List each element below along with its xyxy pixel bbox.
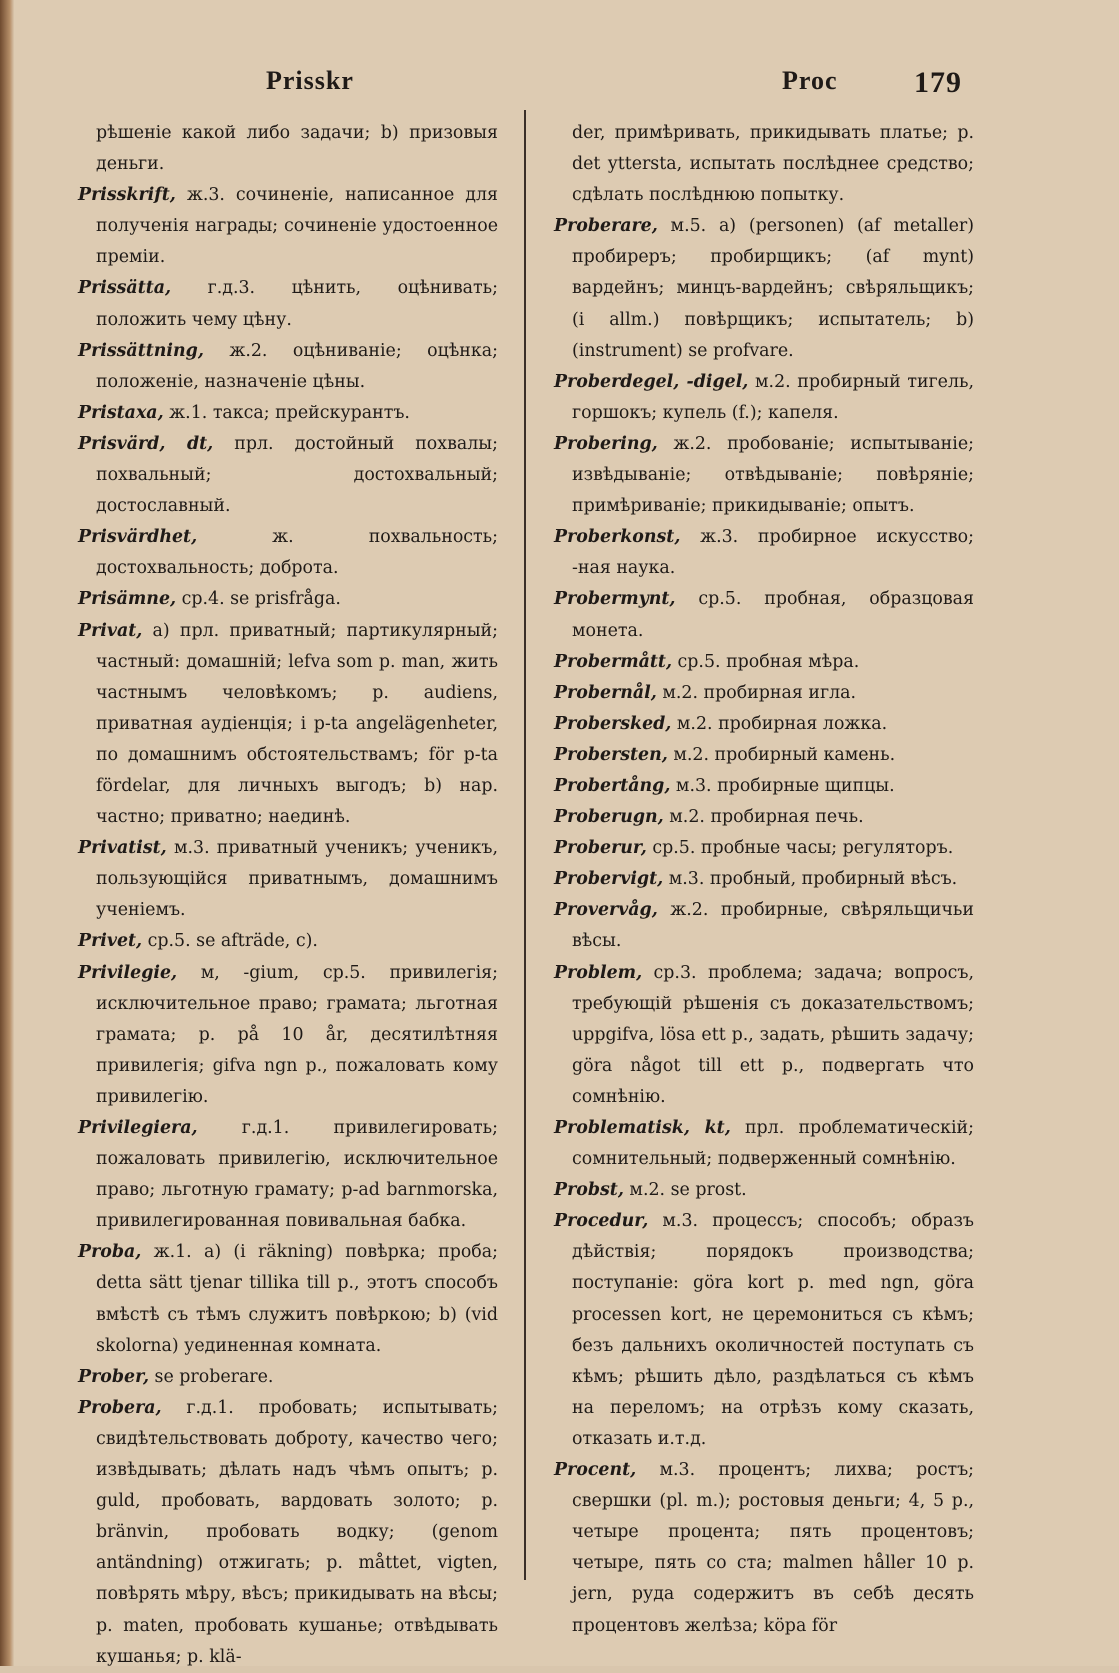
dictionary-entry bbox=[78, 958, 498, 1113]
headword: Prisvärdhet, bbox=[78, 527, 198, 548]
headword: Proba, bbox=[78, 1242, 142, 1263]
definition-text: г.д.3. цѣнить, оцѣнивать; положить чему цѣну. bbox=[96, 278, 498, 330]
definition-text: ср.4. se prisfråga. bbox=[176, 589, 341, 610]
continued-text bbox=[554, 118, 974, 211]
right-guide-word: Proc bbox=[782, 66, 838, 95]
headword: Procedur, bbox=[554, 1211, 649, 1232]
definition-text: ж.2. пробованiе; испытыванiе; извѣдыванiе; отвѣдыванiе; повѣрянiе; примѣриванiе; прикидыванiе; опытъ. bbox=[572, 433, 974, 517]
headword: Problematisk, kt, bbox=[554, 1118, 731, 1138]
definition-text: м.2. se prost. bbox=[623, 1180, 747, 1201]
headword: Probst, bbox=[554, 1180, 624, 1201]
headword: Prisskrift, bbox=[78, 185, 176, 206]
definition-text: ср.3. проблема; задача; вопросъ, требующiй рѣшенiя съ доказательствомъ; uppgifva, lösa ett p., задать, рѣшить задачу; göra något till ett p., подвергать что сомнѣнiю. bbox=[572, 962, 974, 1107]
dictionary-entry bbox=[78, 429, 498, 522]
dictionary-entry bbox=[554, 584, 974, 646]
headword: Prisvärd, dt, bbox=[78, 433, 214, 454]
dictionary-entry bbox=[554, 740, 974, 771]
dictionary-entry bbox=[554, 771, 974, 802]
dictionary-entry bbox=[554, 1175, 974, 1206]
dictionary-entry bbox=[554, 522, 974, 584]
dictionary-entry bbox=[554, 1455, 974, 1642]
dictionary-entry bbox=[78, 273, 498, 335]
headword: Problem, bbox=[554, 962, 643, 983]
dictionary-entry bbox=[554, 895, 974, 957]
definition-text: м.3. пробный, пробирный вѣсъ. bbox=[663, 869, 958, 890]
definition-text: ср.5. пробная, образцовая монета. bbox=[572, 589, 974, 641]
definition-text: м, -gium, ср.5. привилегiя; исключительное право; грамата; льготная грамата; p. på 10 år, десятилѣтняя привилегiя; gifva ngn p., пожаловать кому привилегiю. bbox=[96, 962, 498, 1107]
definition-text: м.2. пробирный тигель, горшокъ; купель (f.); капеля. bbox=[572, 371, 974, 423]
dictionary-entry bbox=[78, 616, 498, 834]
definition-text: м.3. пробирные щипцы. bbox=[670, 775, 895, 796]
dictionary-entry bbox=[554, 1206, 974, 1455]
headword: Probersked, bbox=[554, 713, 672, 734]
headword: Proberur, bbox=[554, 838, 647, 859]
right-column bbox=[554, 118, 974, 1642]
dictionary-entry bbox=[78, 1393, 498, 1673]
dictionary-entry bbox=[554, 709, 974, 740]
headword: Prober, bbox=[78, 1366, 150, 1387]
headword: Privet, bbox=[78, 931, 143, 952]
headword: Probering, bbox=[554, 433, 658, 454]
definition-text: ср.5. пробная мѣра. bbox=[672, 651, 860, 672]
dictionary-entry bbox=[78, 1362, 498, 1393]
dictionary-entry bbox=[554, 833, 974, 864]
dictionary-entry bbox=[554, 1113, 974, 1175]
dictionary-entry bbox=[78, 398, 498, 429]
definition-text: м.3. процентъ; лихва; ростъ; свершки (pl. m.); ростовыя деньги; 4, 5 p., четыре процента; пять процентовъ; четыре, пять со ста; malmen håller 10 p. jern, руда содержитъ въ себѣ десять процентовъ желѣза; köpa för bbox=[572, 1460, 974, 1636]
headword: Privatist, bbox=[78, 838, 167, 859]
dictionary-entry bbox=[554, 864, 974, 895]
headword: Probermynt, bbox=[554, 589, 676, 610]
definition-text: прл. проблематическiй; сомнительный; подверженный сомнѣнiю. bbox=[572, 1118, 974, 1170]
definition-text: ср.5. se afträde, c). bbox=[142, 931, 318, 952]
definition-text: м.2. пробирный камень. bbox=[667, 744, 896, 765]
definition-text: м.2. пробирная ложка. bbox=[671, 713, 888, 734]
headword: Probernål, bbox=[554, 682, 657, 703]
dictionary-entry bbox=[78, 1113, 498, 1237]
headword: Provervåg, bbox=[554, 900, 658, 921]
page-number: 179 bbox=[914, 66, 962, 99]
definition-text: a) прл. приватный; партикулярный; частный: домашнiй; lefva som p. man, жить частнымъ человѣкомъ; p. audiens, приватная аудiенцiя; i p-ta angelägenheter, по домашнимъ обстоятельствамъ; för p-ta fördelar, для личныхъ выгодъ; b) нар. частно; приватно; наединѣ. bbox=[96, 620, 498, 828]
definition-text: ж. похвальность; достохвальность; доброта. bbox=[96, 527, 498, 579]
definition-text: ж.2. оцѣниванiе; оцѣнка; положенiе, назначенiе цѣны. bbox=[96, 340, 498, 392]
definition-text: м.3. приватный ученикъ; ученикъ, пользующiйся приватнымъ, домашнимъ ученiемъ. bbox=[96, 838, 498, 921]
headword: Privat, bbox=[78, 620, 143, 641]
headword: Probermått, bbox=[554, 651, 673, 672]
dictionary-entry bbox=[78, 584, 498, 615]
headword: Prissätta, bbox=[78, 278, 172, 299]
dictionary-entry bbox=[78, 833, 498, 926]
headword: Privilegiera, bbox=[78, 1118, 198, 1138]
definition-text: ж.3. сочиненіе, написанное для полученія награды; сочиненіе удостоенное премiи. bbox=[96, 185, 498, 268]
dictionary-entry bbox=[78, 926, 498, 957]
dictionary-entry bbox=[554, 647, 974, 678]
column-divider bbox=[524, 110, 526, 1580]
headword: Probera, bbox=[78, 1397, 162, 1418]
definition-text: ж.2. пробирные, свѣряльщичьи вѣсы. bbox=[572, 900, 974, 952]
definition-text: ж.1. такса; прейскурантъ. bbox=[163, 402, 410, 423]
headword: Prissättning, bbox=[78, 340, 204, 361]
headword: Probersten, bbox=[554, 744, 668, 765]
headword: Procent, bbox=[554, 1460, 637, 1481]
dictionary-entry bbox=[554, 678, 974, 709]
definition-text: ж.1. a) (i räkning) повѣрка; проба; detta sätt tjenar tillika till p., этотъ способъ вмѣстѣ съ тѣмъ служитъ повѣркою; b) (vid skolorna) уединенная комната. bbox=[96, 1242, 498, 1356]
definition-text: ж.3. пробирное искусство; -ная наука. bbox=[572, 527, 974, 579]
dictionary-entry bbox=[78, 180, 498, 273]
definition-text: м.2. пробирная игла. bbox=[656, 682, 857, 703]
definition-text: der, примѣривать, прикидывать платье; p. det yttersta, испытать послѣднее средство; сдѣлать послѣднюю попытку. bbox=[572, 123, 974, 206]
definition-text: прл. достойный похвалы; похвальный; достохвальный; достославный. bbox=[96, 433, 498, 517]
definition-text: se proberare. bbox=[149, 1366, 274, 1387]
headword: Probervigt, bbox=[554, 869, 664, 890]
headword: Proberugn, bbox=[554, 807, 664, 828]
headword: Pristaxa, bbox=[78, 402, 164, 423]
dictionary-entry bbox=[78, 522, 498, 584]
headword: Prisämne, bbox=[78, 589, 177, 610]
left-guide-word: Prisskr bbox=[266, 66, 354, 95]
definition-text: м.5. a) (personen) (af metaller) пробиреръ; пробирщикъ; (af mynt) вардейнъ; минцъ-вардейнъ; свѣряльщикъ; (i allm.) повѣрщикъ; испытатель; b) (instrument) se profvare. bbox=[572, 216, 974, 361]
dictionary-entry bbox=[554, 367, 974, 429]
headword: Proberare, bbox=[554, 216, 658, 237]
headword: Probertång, bbox=[554, 775, 671, 796]
headword: Proberkonst, bbox=[554, 527, 681, 548]
dictionary-entry bbox=[554, 958, 974, 1113]
dictionary-entry bbox=[78, 336, 498, 398]
definition-text: ср.5. пробные часы; регуляторъ. bbox=[646, 838, 954, 859]
book-spine-shadow bbox=[0, 0, 14, 1666]
definition-text: м.2. пробирная печь. bbox=[663, 807, 864, 828]
dictionary-page bbox=[14, 0, 1119, 1666]
left-column bbox=[78, 118, 498, 1673]
definition-text: г.д.1. пробовать; испытывать; свидѣтельствовать доброту, качество чего; извѣдывать; дѣлать надъ чѣмъ опытъ; p. guld, пробовать, вардовать золото; p. bränvin, пробовать водку; (genom antändning) отжигать; p. måttet, vigten, повѣрять мѣру, вѣсъ; прикидывать на вѣсы; p. maten, пробовать кушанье; отвѣдывать кушанья; p. klä- bbox=[96, 1397, 498, 1667]
definition-text: м.3. процессъ; способъ; образъ дѣйствiя; порядокъ производства; поступанiе: göra kort p. med ngn, göra processen kort, не церемониться съ кѣмъ; безъ дальнихъ околичностей поступать съ кѣмъ; рѣшить дѣло, раздѣлаться съ кѣмъ на переломъ; на отрѣзъ кому сказать, отказать и.т.д. bbox=[572, 1211, 974, 1449]
headword: Proberdegel, -digel, bbox=[554, 371, 749, 392]
definition-text: г.д.1. привилегировать; пожаловать привилегiю, исключительное право; льготную грамату; p-ad barnmorska, привилегированная повивальная бабка. bbox=[96, 1118, 498, 1232]
dictionary-entry bbox=[554, 429, 974, 522]
headword: Privilegie, bbox=[78, 962, 178, 983]
dictionary-entry bbox=[78, 1237, 498, 1361]
running-header bbox=[74, 66, 1059, 106]
continued-text bbox=[78, 118, 498, 180]
dictionary-entry bbox=[554, 211, 974, 366]
definition-text: рѣшеніе какой либо задачи; b) призовыя деньги. bbox=[96, 123, 498, 175]
dictionary-entry bbox=[554, 802, 974, 833]
